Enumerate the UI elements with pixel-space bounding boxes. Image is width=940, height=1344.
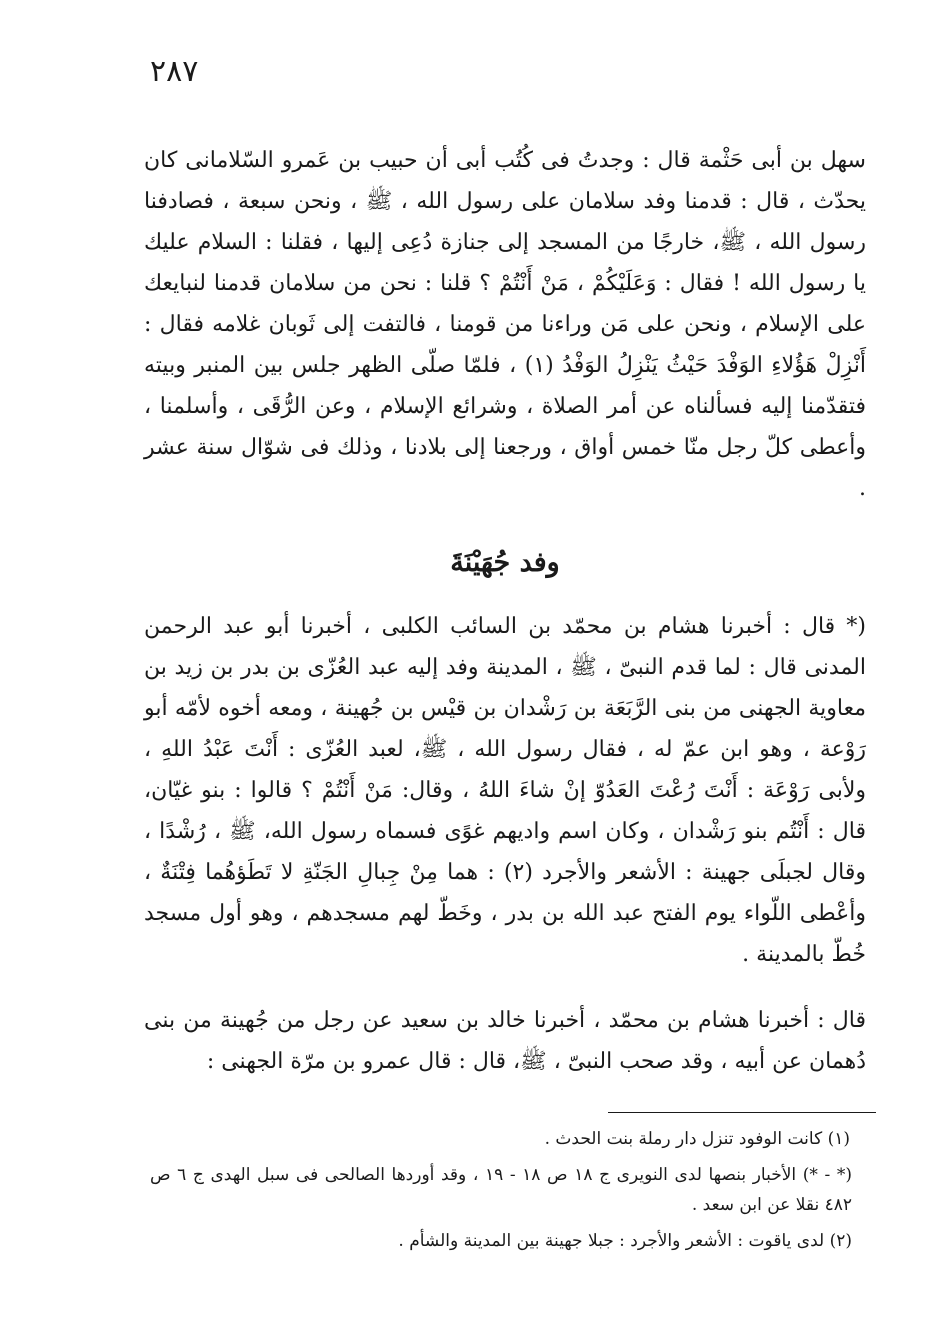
paragraph-text: قال : أخبرنا هشام بن محمّد ، أخبرنا خالد بن سعيد عن رجل من جُهينة من بنى دُهمان عن أبيه ، وقد صحب النبىّ ، ﷺ، قال : قال عمرو بن مرّة الجهنى : — [144, 1008, 866, 1074]
footnote-separator — [608, 1112, 876, 1113]
paragraph-juhayna-account — [144, 606, 866, 975]
paragraph-text: (* قال : أخبرنا هشام بن محمّد بن السائب الكلبى ، أخبرنا أبو عبد الرحمن المدنى قال : لما قدم النبىّ ، ﷺ ، المدينة وفد إليه عبد العُزّى بن بدر بن زيد بن معاوية الجهنى من بنى الرَّبَعَة بن رَشْدان بن قيْس بن جُهينة ، ومعه أخوه لأمّه أبو رَوْعة ، وهو ابن عمّ له ، فقال رسول الله ، ﷺ، لعبد العُزّى : أَنْتَ عَبْدُ اللهِ ، ولأبى رَوْعَة : أَنْتَ رُعْتَ العَدُوّ إنْ شاءَ اللهُ ، وقال: مَنْ أَنْتُمْ ؟ قالوا : بنو غيّان، قال : أَنْتُم بنو رَشْدان ، وكان اسم واديهم غوًى فسماه رسول الله، ﷺ ، رُشْدًا ، وقال لجبلَى جهينة : الأشعر والأجرد (٢) : هما مِنْ جِبالِ الجَنّةِ لا تَطَؤهُما فِتْنَةٌ ، وأعْطى اللّواء يوم الفتح عبد الله بن بدر ، وخَطّ لهم مسجدهم ، وهو أول مسجد خُطّ بالمدينة . — [144, 614, 866, 967]
section-heading-juhayna-delegation: وفد جُهَيْنَةَ — [450, 547, 560, 578]
footnote-1: (١) كانت الوفود تنزل دار رملة بنت الحدث . — [544, 1129, 850, 1149]
paragraph-text: سهل بن أبى حَثْمة قال : وجدتُ فى كُتُب أبى أن حبيب بن عَمرو السّلامانى كان يحدّث ، قال : قدمنا وفد سلامان على رسول الله ، ﷺ ، ونحن سبعة ، فصادفنا رسول الله ، ﷺ، خارجًا من المسجد إلى جنازة دُعِى إليها ، فقلنا : السلام عليك يا رسول الله ! فقال : وَعَلَيْكُمْ ، مَنْ أَنْتُمْ ؟ قلنا : نحن من سلامان قدمنا لنبايعك على الإسلام ، ونحن على مَن وراءنا من قومنا ، فالتفت إلى ثَوبان غلامه فقال : أَنْزِلْ هَؤُلاءِ الوَفْدَ حَيْثُ يَنْزِلُ الوَفْدُ (١) ، فلمّا صلّى الظهر جلس بين المنبر وبيته فتقدّمنا إليه فسألناه عن أمر الصلاة ، وشرائع الإسلام ، وعن الرُّقَى ، وأسلمنا ، وأعطى كلّ رجل منّا خمس أواق ، ورجعنا إلى بلادنا ، وذلك فى شوّال سنة عشر . — [144, 148, 866, 501]
page-number: ٢٨٧ — [150, 54, 199, 89]
footnotes-section — [150, 1124, 866, 1262]
paragraph-amr-ibn-murra — [144, 1000, 866, 1082]
footnote-source: (* - *) الأخبار بنصها لدى النويرى ج ١٨ ص ١٨ - ١٩ ، وقد أوردها الصالحى فى سبل الهدى ج ٦ ص ٤٨٢ نقلا عن ابن سعد . — [150, 1165, 852, 1215]
footnote-2: (٢) لدى ياقوت : الأشعر والأجرد : جبلا جهينة بين المدينة والشأم . — [398, 1231, 852, 1251]
paragraph-sahl-salaman-delegation — [144, 140, 866, 509]
